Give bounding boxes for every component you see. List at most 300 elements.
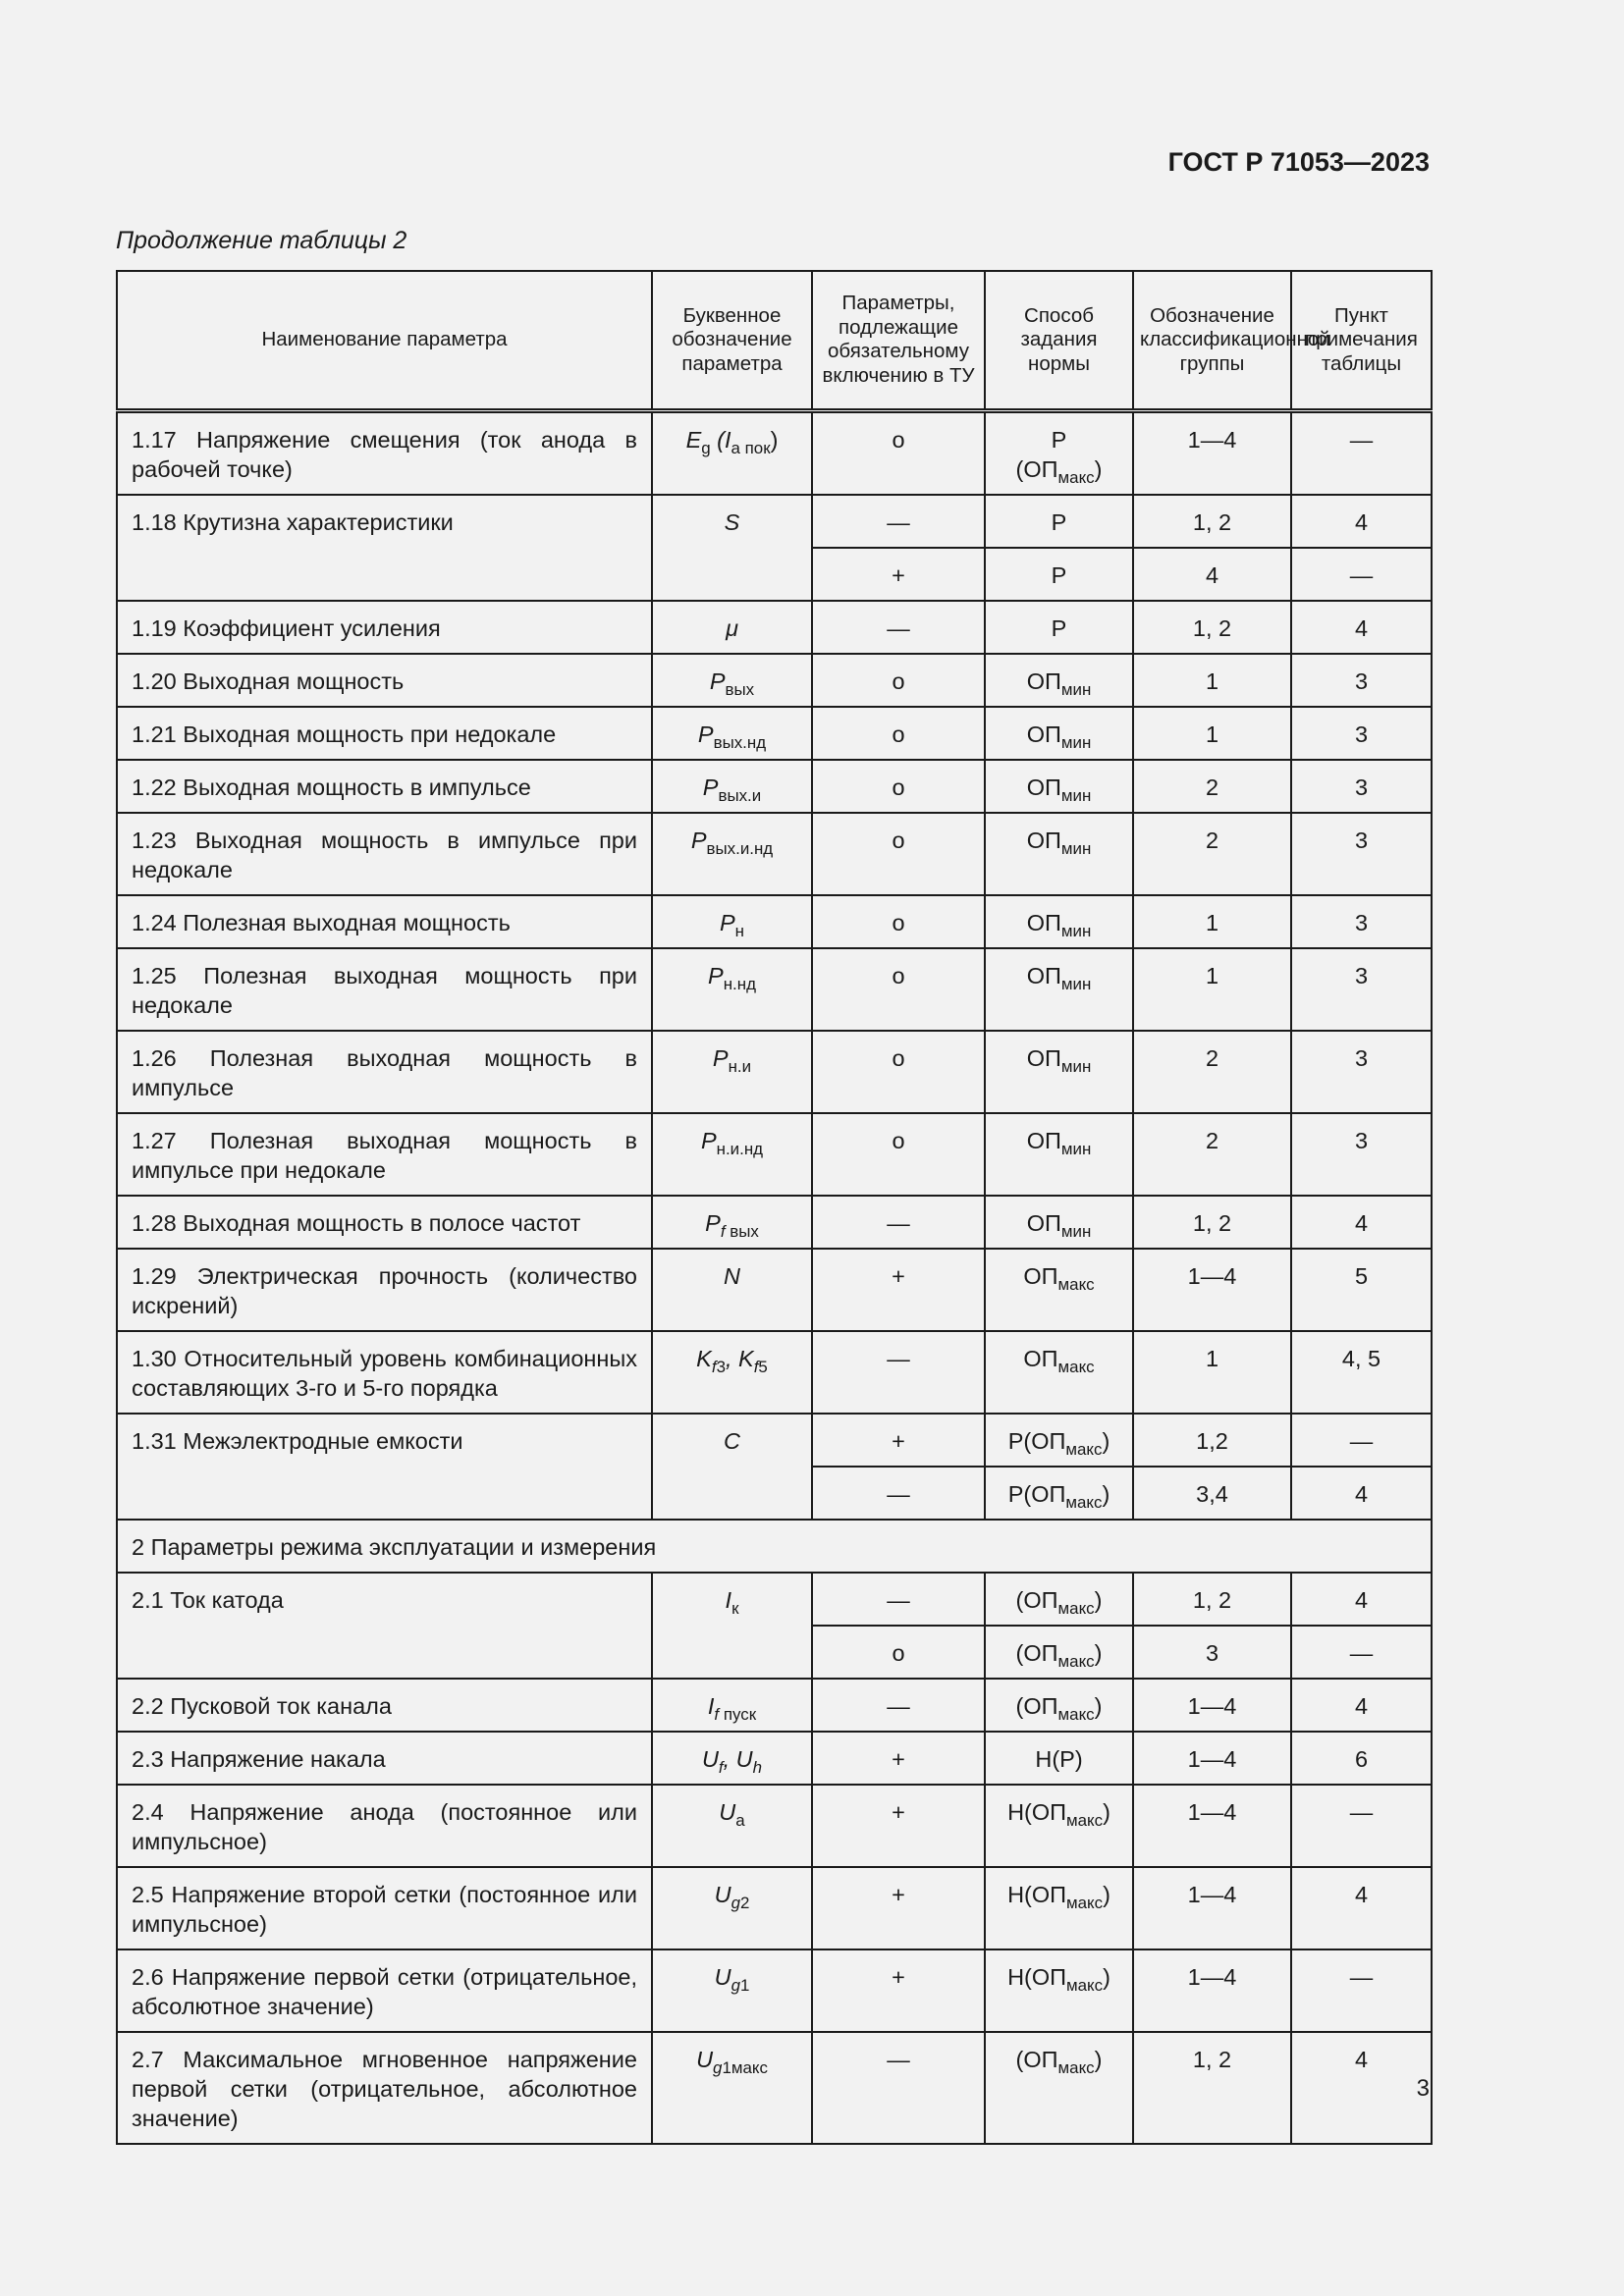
table-row [117, 495, 1432, 548]
parameter-name: 1.20 Выходная мощность [117, 654, 652, 707]
text-fragment: ОП [1026, 1044, 1061, 1071]
parameter-symbol [652, 2032, 812, 2144]
table-row [117, 601, 1432, 654]
text-fragment: E [685, 426, 702, 453]
text-fragment: Р(ОП [1007, 1427, 1066, 1454]
parameter-name: 2.4 Напряжение анода (постоянное или импульсное) [117, 1785, 652, 1867]
parameter-name: 1.23 Выходная мощность в импульсе при недокале [117, 813, 652, 895]
table-header [117, 271, 1432, 410]
norm-method-cell [985, 1113, 1133, 1196]
inclusion-cell: — [812, 495, 985, 548]
table-row [117, 1249, 1432, 1331]
subscript: мин [1060, 974, 1092, 993]
parameter-name: 1.17 Напряжение смещения (ток анода в рабочей точке) [117, 410, 652, 495]
parameter-name: 1.21 Выходная мощность при недокале [117, 707, 652, 760]
text-fragment: а [735, 1810, 745, 1830]
subscript: макс [1057, 1357, 1095, 1376]
text-fragment: S [724, 508, 740, 535]
parameter-symbol [652, 410, 812, 495]
text-fragment: ОП [1026, 909, 1061, 935]
note-cell: 3 [1291, 654, 1432, 707]
text-fragment: ОП [1023, 1345, 1058, 1371]
table-row [117, 1520, 1432, 1573]
subscript: мин [1060, 679, 1092, 699]
group-cell: 1—4 [1133, 1867, 1291, 1949]
parameter-symbol [652, 1331, 812, 1414]
text-fragment: U [719, 1798, 736, 1825]
text-fragment: пуск [719, 1704, 757, 1724]
text-fragment: ОП [1023, 1262, 1058, 1289]
text-fragment: I [725, 1586, 732, 1613]
subscript: макс [1057, 1274, 1095, 1294]
text-fragment: ОП [1026, 667, 1061, 694]
note-cell: 5 [1291, 1249, 1432, 1331]
text-fragment: , K [725, 1345, 754, 1371]
text-fragment: P [697, 721, 714, 747]
text-fragment: g [731, 1893, 740, 1912]
text-fragment: ) [1102, 1480, 1110, 1507]
norm-method-cell [985, 1331, 1133, 1414]
table-row [117, 707, 1432, 760]
text-fragment: ОП [1026, 721, 1061, 747]
inclusion-cell: о [812, 410, 985, 495]
parameter-symbol [652, 948, 812, 1031]
note-cell: — [1291, 1414, 1432, 1467]
parameter-name: 1.30 Относительный уровень комбинационных составляющих 3-го и 5-го порядка [117, 1331, 652, 1414]
page-number: 3 [1416, 2075, 1430, 2102]
note-cell: 4 [1291, 1573, 1432, 1626]
text-fragment: P [702, 774, 719, 800]
text-fragment: н.и [728, 1056, 752, 1076]
text-fragment: ) [1094, 1692, 1103, 1719]
parameter-name: 1.31 Межэлектродные емкости [117, 1414, 652, 1520]
text-fragment: f [711, 1357, 717, 1376]
column-header-group: Обозначение классификационной группы [1133, 271, 1291, 410]
symbol-subscript [729, 1056, 751, 1075]
symbol-subscript [726, 679, 755, 698]
subscript: макс [1057, 1704, 1095, 1724]
text-fragment: P [705, 1209, 721, 1236]
symbol-subscript [731, 1598, 738, 1617]
table-row [117, 1949, 1432, 2032]
group-cell: 1, 2 [1133, 495, 1291, 548]
group-cell: 1 [1133, 707, 1291, 760]
parameters-table [116, 270, 1433, 2145]
note-cell: 3 [1291, 1031, 1432, 1113]
parameter-symbol [652, 707, 812, 760]
text-fragment: U [714, 1963, 731, 1990]
text-fragment: N [724, 1262, 740, 1289]
text-fragment: 2 [739, 1893, 750, 1912]
inclusion-cell: — [812, 1573, 985, 1626]
subscript: мин [1060, 785, 1092, 805]
text-fragment: (ОП [1015, 1639, 1058, 1666]
text-fragment: вых [725, 679, 755, 699]
text-fragment: ОП [1026, 1127, 1061, 1153]
inclusion-cell: — [812, 1196, 985, 1249]
parameter-symbol [652, 1867, 812, 1949]
parameter-symbol [652, 601, 812, 654]
text-fragment: Р [1051, 508, 1067, 535]
subscript: мин [1060, 1221, 1092, 1241]
norm-method-cell [985, 601, 1133, 654]
norm-method-cell [985, 1732, 1133, 1785]
parameter-symbol [652, 495, 812, 601]
text-fragment: K [696, 1345, 712, 1371]
text-fragment: Р [1051, 426, 1067, 453]
table-row [117, 948, 1432, 1031]
text-fragment: вых [725, 1221, 759, 1241]
parameter-name: 2.7 Максимальное мгновенное напряжение первой сетки (отрицательное, абсолютное значение) [117, 2032, 652, 2144]
table-caption: Продолжение таблицы 2 [116, 227, 407, 254]
norm-method-cell [985, 1467, 1133, 1520]
text-fragment: P [719, 909, 735, 935]
inclusion-cell: + [812, 1785, 985, 1867]
symbol-subscript [731, 1893, 750, 1911]
table-row [117, 895, 1432, 948]
group-cell: 1—4 [1133, 1249, 1291, 1331]
text-fragment: f [718, 1757, 724, 1777]
norm-method-cell [985, 1031, 1133, 1113]
text-fragment: Р [1051, 561, 1067, 588]
document-code: ГОСТ Р 71053—2023 [1167, 147, 1430, 177]
table-row [117, 1785, 1432, 1867]
subscript: мин [1060, 1139, 1092, 1158]
note-cell: 4 [1291, 2032, 1432, 2144]
parameter-symbol [652, 895, 812, 948]
norm-method-cell [985, 1573, 1133, 1626]
inclusion-cell: + [812, 1949, 985, 2032]
inclusion-cell: + [812, 1249, 985, 1331]
inclusion-cell: о [812, 1031, 985, 1113]
text-fragment: U [714, 1881, 731, 1907]
inclusion-cell: о [812, 707, 985, 760]
text-fragment: к [731, 1598, 739, 1618]
text-fragment: ) [1094, 1639, 1103, 1666]
text-fragment: ) [1094, 1586, 1103, 1613]
parameter-symbol [652, 1949, 812, 2032]
text-fragment: P [712, 1044, 729, 1071]
parameter-name: 2.5 Напряжение второй сетки (постоянное или импульсное) [117, 1867, 652, 1949]
norm-method-cell [985, 654, 1133, 707]
subscript: макс [1057, 1651, 1095, 1671]
parameter-name: 2.1 Ток катода [117, 1573, 652, 1679]
note-cell: — [1291, 1949, 1432, 2032]
text-fragment: U [701, 1745, 719, 1772]
inclusion-cell: о [812, 948, 985, 1031]
text-fragment: н [734, 921, 745, 940]
note-cell: 3 [1291, 813, 1432, 895]
group-cell: 1—4 [1133, 1949, 1291, 2032]
text-fragment: Р(ОП [1007, 1480, 1066, 1507]
table-row [117, 1196, 1432, 1249]
text-fragment: Н(ОП [1007, 1798, 1067, 1825]
symbol-subscript [735, 1810, 744, 1829]
inclusion-cell: — [812, 1467, 985, 1520]
subscript: макс [1066, 1810, 1104, 1830]
symbol-subscript [753, 1757, 762, 1776]
subscript: макс [1057, 1598, 1095, 1618]
norm-method-cell [985, 2032, 1133, 2144]
norm-method-cell [985, 548, 1133, 601]
column-header-inclusion: Параметры, подлежащие обязательному включению в ТУ [812, 271, 985, 410]
norm-method-cell [985, 1949, 1133, 2032]
text-fragment: (ОП [1015, 455, 1058, 482]
symbol-subscript [701, 438, 710, 456]
text-fragment: (ОП [1015, 2046, 1058, 2072]
text-fragment: g [731, 1975, 740, 1995]
note-cell: 3 [1291, 707, 1432, 760]
parameter-symbol [652, 1031, 812, 1113]
parameter-symbol [652, 1785, 812, 1867]
note-cell: — [1291, 410, 1432, 495]
parameter-name: 2.3 Напряжение накала [117, 1732, 652, 1785]
norm-method-cell [985, 495, 1133, 548]
text-fragment: 3 [716, 1357, 726, 1376]
note-cell: 4 [1291, 1467, 1432, 1520]
text-fragment: ) [1094, 455, 1103, 482]
parameter-name: 1.26 Полезная выходная мощность в импульсе [117, 1031, 652, 1113]
text-fragment: Н(ОП [1007, 1881, 1067, 1907]
group-cell: 2 [1133, 1031, 1291, 1113]
parameter-name: 1.27 Полезная выходная мощность в импульсе при недокале [117, 1113, 652, 1196]
text-fragment: (ОП [1015, 1692, 1058, 1719]
text-fragment: 1макс [722, 2057, 768, 2077]
inclusion-cell: — [812, 1331, 985, 1414]
inclusion-cell: — [812, 2032, 985, 2144]
group-cell: 1 [1133, 895, 1291, 948]
parameter-symbol [652, 1414, 812, 1520]
note-cell: 3 [1291, 1113, 1432, 1196]
symbol-subscript [713, 2057, 768, 2076]
table-row [117, 760, 1432, 813]
parameter-name: 2.2 Пусковой ток канала [117, 1679, 652, 1732]
note-cell: 3 [1291, 948, 1432, 1031]
table-row [117, 1732, 1432, 1785]
group-cell: 1,2 [1133, 1414, 1291, 1467]
text-fragment: Н(ОП [1007, 1963, 1067, 1990]
parameter-name: 1.19 Коэффициент усиления [117, 601, 652, 654]
parameter-name: 1.25 Полезная выходная мощность при недокале [117, 948, 652, 1031]
parameter-symbol [652, 654, 812, 707]
inclusion-cell: о [812, 760, 985, 813]
text-fragment: 1 [739, 1975, 750, 1995]
subscript: макс [1057, 2057, 1095, 2077]
note-cell: — [1291, 548, 1432, 601]
note-cell: 4 [1291, 1679, 1432, 1732]
norm-method-cell [985, 410, 1133, 495]
symbol-subscript [754, 1357, 768, 1375]
symbol-subscript [717, 1139, 763, 1157]
parameter-symbol [652, 813, 812, 895]
text-fragment: P [708, 962, 724, 988]
parameter-symbol [652, 1732, 812, 1785]
subscript: мин [1060, 1056, 1092, 1076]
text-fragment: C [724, 1427, 740, 1454]
inclusion-cell: — [812, 601, 985, 654]
parameter-name: 1.29 Электрическая прочность (количество искрений) [117, 1249, 652, 1331]
norm-method-cell [985, 1196, 1133, 1249]
symbol-subscript [731, 1975, 750, 1994]
table-row [117, 654, 1432, 707]
note-cell: 4 [1291, 601, 1432, 654]
group-cell: 1—4 [1133, 1679, 1291, 1732]
group-cell: 1 [1133, 948, 1291, 1031]
norm-method-cell [985, 707, 1133, 760]
inclusion-cell: о [812, 813, 985, 895]
inclusion-cell: о [812, 895, 985, 948]
inclusion-cell: о [812, 654, 985, 707]
text-fragment: ) [1103, 1798, 1110, 1825]
subscript: макс [1057, 467, 1095, 487]
text-fragment: ) [1103, 1881, 1110, 1907]
text-fragment: ОП [1026, 1209, 1061, 1236]
parameter-name: 2.6 Напряжение первой сетки (отрицательное, абсолютное значение) [117, 1949, 652, 2032]
subscript: макс [1066, 1893, 1104, 1912]
group-cell: 3,4 [1133, 1467, 1291, 1520]
text-fragment: ОП [1026, 962, 1061, 988]
table-row [117, 1573, 1432, 1626]
symbol-subscript [718, 785, 761, 804]
group-cell: 1, 2 [1133, 601, 1291, 654]
section-heading: 2 Параметры режима эксплуатации и измерения [117, 1520, 1432, 1573]
norm-method-cell [985, 1626, 1133, 1679]
parameter-symbol [652, 1573, 812, 1679]
subscript: мин [1060, 921, 1092, 940]
group-cell: 1—4 [1133, 1785, 1291, 1867]
note-cell: 3 [1291, 895, 1432, 948]
text-fragment: ОП [1026, 774, 1061, 800]
norm-method-cell [985, 1249, 1133, 1331]
text-fragment: а пок [731, 438, 771, 457]
norm-method-cell [985, 895, 1133, 948]
group-cell: 2 [1133, 813, 1291, 895]
symbol-subscript [714, 732, 766, 751]
group-cell: 1—4 [1133, 1732, 1291, 1785]
text-fragment: ОП [1026, 827, 1061, 853]
table-row [117, 1113, 1432, 1196]
text-fragment: P [690, 827, 707, 853]
parameter-name: 1.22 Выходная мощность в импульсе [117, 760, 652, 813]
subscript: макс [1066, 1975, 1104, 1995]
table-row [117, 1867, 1432, 1949]
parameter-name: 1.28 Выходная мощность в полосе частот [117, 1196, 652, 1249]
inclusion-cell: о [812, 1626, 985, 1679]
inclusion-cell: — [812, 1679, 985, 1732]
group-cell: 1 [1133, 1331, 1291, 1414]
text-fragment: вых.нд [713, 732, 767, 752]
column-header-method: Способ задания нормы [985, 271, 1133, 410]
parameter-name: 1.24 Полезная выходная мощность [117, 895, 652, 948]
norm-method-cell [985, 1679, 1133, 1732]
note-cell: 4 [1291, 1867, 1432, 1949]
text-fragment: f [714, 1704, 720, 1724]
symbol-subscript [707, 838, 774, 857]
note-cell: 6 [1291, 1732, 1432, 1785]
text-fragment: (ОП [1015, 1586, 1058, 1613]
norm-method-cell [985, 1414, 1133, 1467]
text-fragment: ) [770, 426, 779, 453]
symbol-subscript [724, 974, 756, 992]
parameter-symbol [652, 1249, 812, 1331]
symbol-subscript [712, 1357, 726, 1375]
note-cell: 4, 5 [1291, 1331, 1432, 1414]
text-fragment: f [753, 1357, 759, 1376]
text-fragment: , U [723, 1745, 753, 1772]
text-fragment: Н(Р) [1035, 1745, 1083, 1772]
parameter-symbol [652, 1679, 812, 1732]
group-cell: 1 [1133, 654, 1291, 707]
inclusion-cell: + [812, 1732, 985, 1785]
group-cell: 3 [1133, 1626, 1291, 1679]
parameter-symbol [652, 1196, 812, 1249]
group-cell: 1, 2 [1133, 1196, 1291, 1249]
text-fragment: ) [1103, 1963, 1110, 1990]
text-fragment: н.и.нд [716, 1139, 764, 1158]
column-header-name: Наименование параметра [117, 271, 652, 410]
text-fragment: вых.и.нд [706, 838, 774, 858]
table-row [117, 1031, 1432, 1113]
text-fragment: f [720, 1221, 726, 1241]
inclusion-cell: о [812, 1113, 985, 1196]
note-cell: — [1291, 1626, 1432, 1679]
parameter-name: 1.18 Крутизна характеристики [117, 495, 652, 601]
group-cell: 1—4 [1133, 410, 1291, 495]
group-cell: 2 [1133, 760, 1291, 813]
note-cell: — [1291, 1785, 1432, 1867]
subscript: макс [1065, 1439, 1103, 1459]
text-fragment: P [709, 667, 726, 694]
text-fragment: P [700, 1127, 717, 1153]
text-fragment: ) [1094, 2046, 1103, 2072]
norm-method-cell [985, 948, 1133, 1031]
column-header-note: Пункт примечания таблицы [1291, 271, 1432, 410]
norm-method-cell [985, 1785, 1133, 1867]
text-fragment: (I [710, 426, 731, 453]
group-cell: 2 [1133, 1113, 1291, 1196]
symbol-subscript [731, 438, 771, 456]
group-cell: 4 [1133, 548, 1291, 601]
text-fragment: U [696, 2046, 714, 2072]
norm-method-cell [985, 760, 1133, 813]
text-fragment: h [752, 1757, 763, 1777]
symbol-subscript [721, 1221, 759, 1240]
inclusion-cell: + [812, 1867, 985, 1949]
column-header-symbol: Буквенное обозначение параметра [652, 271, 812, 410]
table-row [117, 2032, 1432, 2144]
norm-method-cell [985, 813, 1133, 895]
group-cell: 1, 2 [1133, 2032, 1291, 2144]
inclusion-cell: + [812, 1414, 985, 1467]
parameter-symbol [652, 1113, 812, 1196]
note-cell: 4 [1291, 495, 1432, 548]
table-row [117, 813, 1432, 895]
table-body [117, 410, 1432, 2144]
text-fragment: μ [726, 614, 738, 641]
text-fragment: ) [1102, 1427, 1110, 1454]
text-fragment: вых.и [718, 785, 762, 805]
norm-method-cell [985, 1867, 1133, 1949]
text-fragment: 5 [758, 1357, 768, 1376]
symbol-subscript [714, 1704, 756, 1723]
subscript: мин [1060, 732, 1092, 752]
text-fragment: g [713, 2057, 723, 2077]
table-row [117, 410, 1432, 495]
note-cell: 3 [1291, 760, 1432, 813]
text-fragment: I [707, 1692, 715, 1719]
table-row [117, 1331, 1432, 1414]
subscript: макс [1065, 1492, 1103, 1512]
